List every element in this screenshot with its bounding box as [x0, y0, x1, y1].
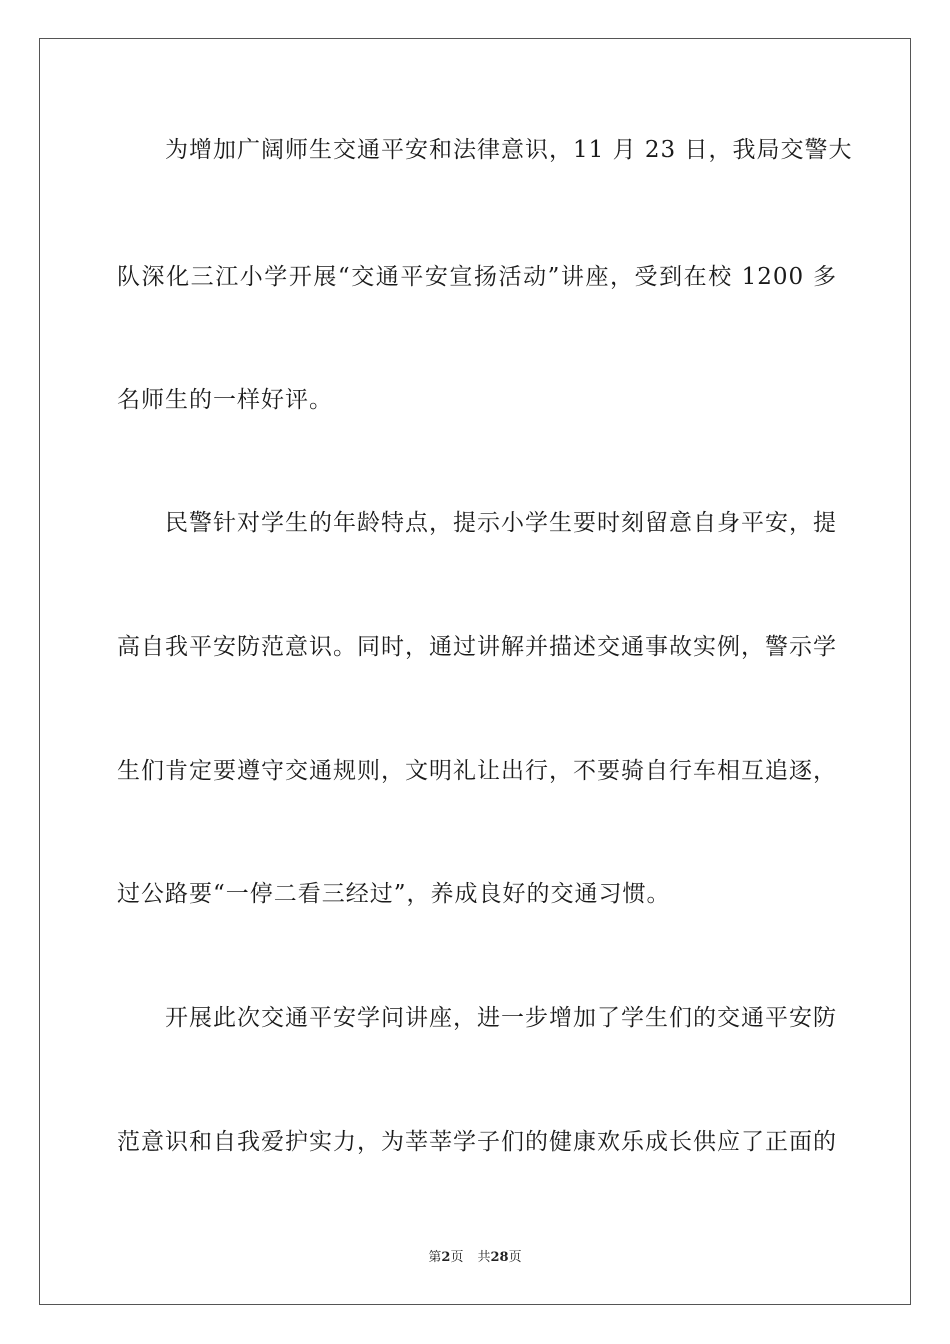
paragraph-2-line-1: 民警针对学生的年龄特点，提示小学生要时刻留意自身平安，提	[165, 510, 837, 536]
paragraph-1-line-1: 为增加广阔师生交通平安和法律意识，11 月 23 日，我局交警大	[165, 137, 853, 163]
paragraph-3-line-2: 范意识和自我爱护实力，为莘莘学子们的健康欢乐成长供应了正面的	[117, 1129, 837, 1155]
page-border	[39, 38, 911, 1305]
page-prefix: 第	[428, 1250, 442, 1265]
paragraph-2-line-2: 高自我平安防范意识。同时，通过讲解并描述交通事故实例，警示学	[117, 634, 837, 660]
total-prefix: 共	[477, 1250, 491, 1265]
paragraph-1-line-2: 队深化三江小学开展“交通平安宣扬活动”讲座，受到在校 1200 多	[117, 264, 837, 290]
paragraph-3-line-1: 开展此次交通平安学问讲座，进一步增加了学生们的交通平安防	[165, 1005, 837, 1031]
paragraph-2-line-3: 生们肯定要遵守交通规则，文明礼让出行，不要骑自行车相互追逐，	[117, 758, 837, 784]
page-number: 2	[441, 1250, 451, 1265]
page-footer	[0, 1246, 950, 1265]
paragraph-2-line-4: 过公路要“一停二看三经过”，养成良好的交通习惯。	[117, 881, 671, 907]
total-pages: 28	[490, 1250, 509, 1265]
page-suffix: 页	[450, 1250, 464, 1265]
paragraph-1-line-3: 名师生的一样好评。	[117, 387, 333, 413]
total-suffix: 页	[508, 1250, 522, 1265]
